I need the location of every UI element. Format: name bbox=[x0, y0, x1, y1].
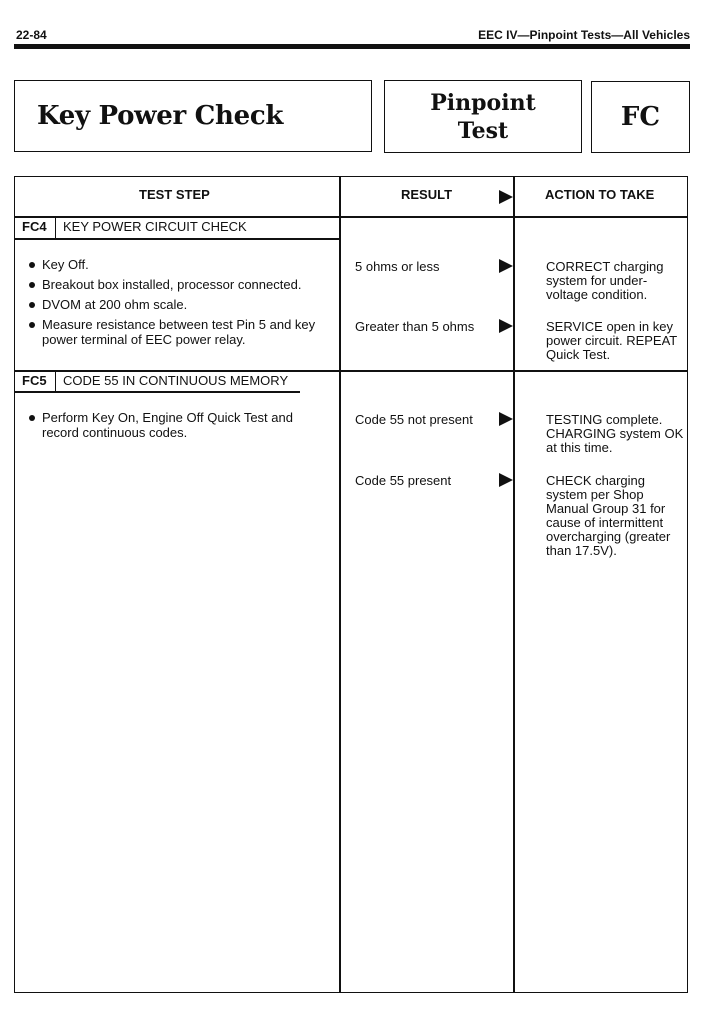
arrow-icon bbox=[499, 473, 513, 487]
header-rule-line bbox=[15, 216, 687, 218]
bullet-item: Measure resistance between test Pin 5 and key power terminal of EEC power relay. bbox=[27, 317, 332, 347]
arrow-icon bbox=[499, 190, 513, 204]
bullet-item: Key Off. bbox=[27, 257, 332, 272]
column-divider-1 bbox=[339, 177, 341, 992]
column-divider-2 bbox=[513, 177, 515, 992]
result-text: Code 55 present bbox=[355, 473, 452, 488]
test-code: FC bbox=[620, 102, 661, 132]
pinpoint-label-line1: Pinpoint bbox=[430, 89, 536, 116]
col-header-action: ACTION TO TAKE bbox=[545, 187, 655, 202]
step-title: CODE 55 IN CONTINUOUS MEMORY bbox=[63, 373, 289, 388]
result-text: Code 55 not present bbox=[355, 412, 473, 427]
page-number: 22-84 bbox=[16, 28, 47, 42]
col-header-test-step: TEST STEP bbox=[139, 187, 210, 202]
result-text: 5 ohms or less bbox=[355, 259, 440, 274]
step-code: FC5 bbox=[22, 373, 47, 388]
step-code-separator bbox=[55, 370, 56, 392]
arrow-icon bbox=[499, 259, 513, 273]
action-text: CHECK charging system per Shop Manual Group 31 for cause of intermittent overcharging (greater than 17.5V). bbox=[546, 473, 671, 558]
step-bullets bbox=[27, 257, 332, 352]
result-text: Greater than 5 ohms bbox=[355, 319, 475, 334]
step-title-rule bbox=[15, 238, 340, 240]
step-code-separator bbox=[55, 216, 56, 238]
bullet-item: Breakout box installed, processor connected. bbox=[27, 277, 332, 292]
arrow-icon bbox=[499, 319, 513, 333]
arrow-icon bbox=[499, 412, 513, 426]
header-rule bbox=[14, 44, 690, 49]
action-text: TESTING complete. CHARGING system OK at this time. bbox=[546, 412, 684, 455]
bullet-item: DVOM at 200 ohm scale. bbox=[27, 297, 332, 312]
page-title: Key Power Check bbox=[37, 101, 284, 131]
running-head: EEC IV—Pinpoint Tests—All Vehicles bbox=[478, 28, 690, 42]
action-text: CORRECT charging system for under-voltage condition. bbox=[546, 259, 664, 302]
step-title-rule bbox=[15, 391, 300, 393]
step-bullets bbox=[27, 410, 317, 445]
pinpoint-label-line2: Test bbox=[457, 117, 509, 144]
step-title: KEY POWER CIRCUIT CHECK bbox=[63, 219, 247, 234]
title-box bbox=[14, 80, 372, 152]
step-code: FC4 bbox=[22, 219, 47, 234]
test-code-box bbox=[591, 81, 690, 153]
bullet-item: Perform Key On, Engine Off Quick Test and record continuous codes. bbox=[27, 410, 317, 440]
step-divider bbox=[15, 370, 687, 372]
col-header-result: RESULT bbox=[401, 187, 453, 202]
pinpoint-test-box bbox=[384, 80, 582, 153]
action-text: SERVICE open in key power circuit. REPEAT Quick Test. bbox=[546, 319, 678, 362]
pinpoint-table bbox=[14, 176, 688, 993]
